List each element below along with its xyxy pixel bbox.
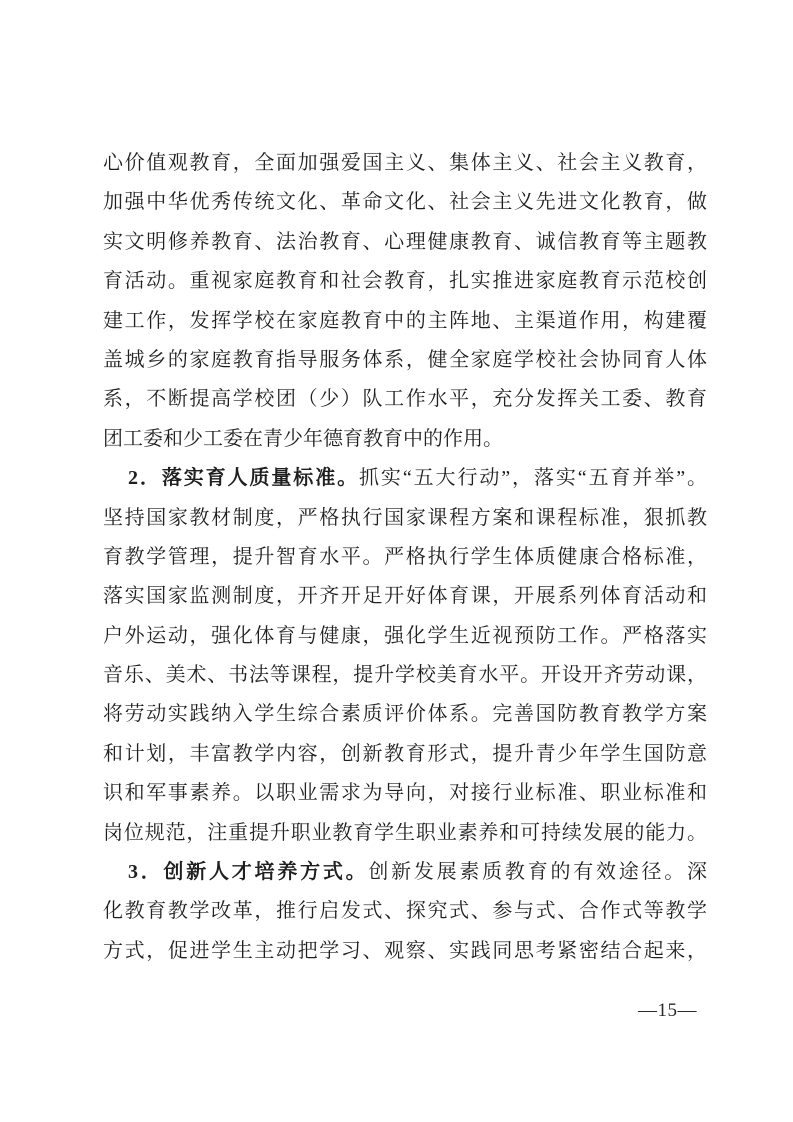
text-line: 团工委和少工委在青少年德育教育中的作用。 bbox=[103, 427, 503, 450]
text-line: 系，不断提高学校团（少）队工作水平，充分发挥关工委、教育 bbox=[103, 388, 707, 411]
text-run: 创新发展素质教育的有效途径。深 bbox=[368, 861, 707, 884]
body-text bbox=[103, 144, 707, 971]
text-line: 识和军事素养。以职业需求为导向，对接行业标准、职业标准和 bbox=[103, 782, 707, 805]
text-line: 将劳动实践纳入学生综合素质评价体系。完善国防教育教学方案 bbox=[103, 703, 707, 726]
text-line: 育教学管理，提升智育水平。严格执行学生体质健康合格标准， bbox=[103, 545, 707, 568]
text-line: 户外运动，强化体育与健康，强化学生近视预防工作。严格落实 bbox=[103, 624, 707, 647]
text-line: 岗位规范，注重提升职业教育学生职业素养和可持续发展的能力。 bbox=[103, 821, 707, 844]
text-line: 建工作，发挥学校在家庭教育中的主阵地、主渠道作用，构建覆 bbox=[103, 309, 707, 332]
text-line: 化教育教学改革，推行启发式、探究式、参与式、合作式等教学 bbox=[103, 900, 707, 923]
text-line: 和计划，丰富教学内容，创新教育形式，提升青少年学生国防意 bbox=[103, 742, 707, 765]
paragraph-heading: 3．创新人才培养方式。 bbox=[128, 861, 369, 884]
text-line: 落实国家监测制度，开齐开足开好体育课，开展系列体育活动和 bbox=[103, 585, 707, 608]
text-line bbox=[103, 853, 707, 892]
text-line: 实文明修养教育、法治教育、心理健康教育、诚信教育等主题教 bbox=[103, 230, 707, 253]
page-number: —15— bbox=[638, 1000, 697, 1021]
text-line: 盖城乡的家庭教育指导服务体系，健全家庭学校社会协同育人体 bbox=[103, 348, 707, 371]
text-line: 方式，促进学生主动把学习、观察、实践同思考紧密结合起来， bbox=[103, 939, 707, 962]
paragraph-heading: 2．落实育人质量标准。 bbox=[128, 467, 360, 490]
text-run: 抓实“五大行动”，落实“五育并举”。 bbox=[359, 467, 707, 490]
text-line: 加强中华优秀传统文化、革命文化、社会主义先进文化教育，做 bbox=[103, 191, 707, 214]
text-line: 音乐、美术、书法等课程，提升学校美育水平。开设开齐劳动课， bbox=[103, 664, 707, 687]
text-line: 育活动。重视家庭教育和社会教育，扎实推进家庭教育示范校创 bbox=[103, 270, 707, 293]
text-line bbox=[103, 459, 707, 498]
text-line: 坚持国家教材制度，严格执行国家课程方案和课程标准，狠抓教 bbox=[103, 506, 707, 529]
text-line: 心价值观教育，全面加强爱国主义、集体主义、社会主义教育， bbox=[103, 152, 707, 174]
